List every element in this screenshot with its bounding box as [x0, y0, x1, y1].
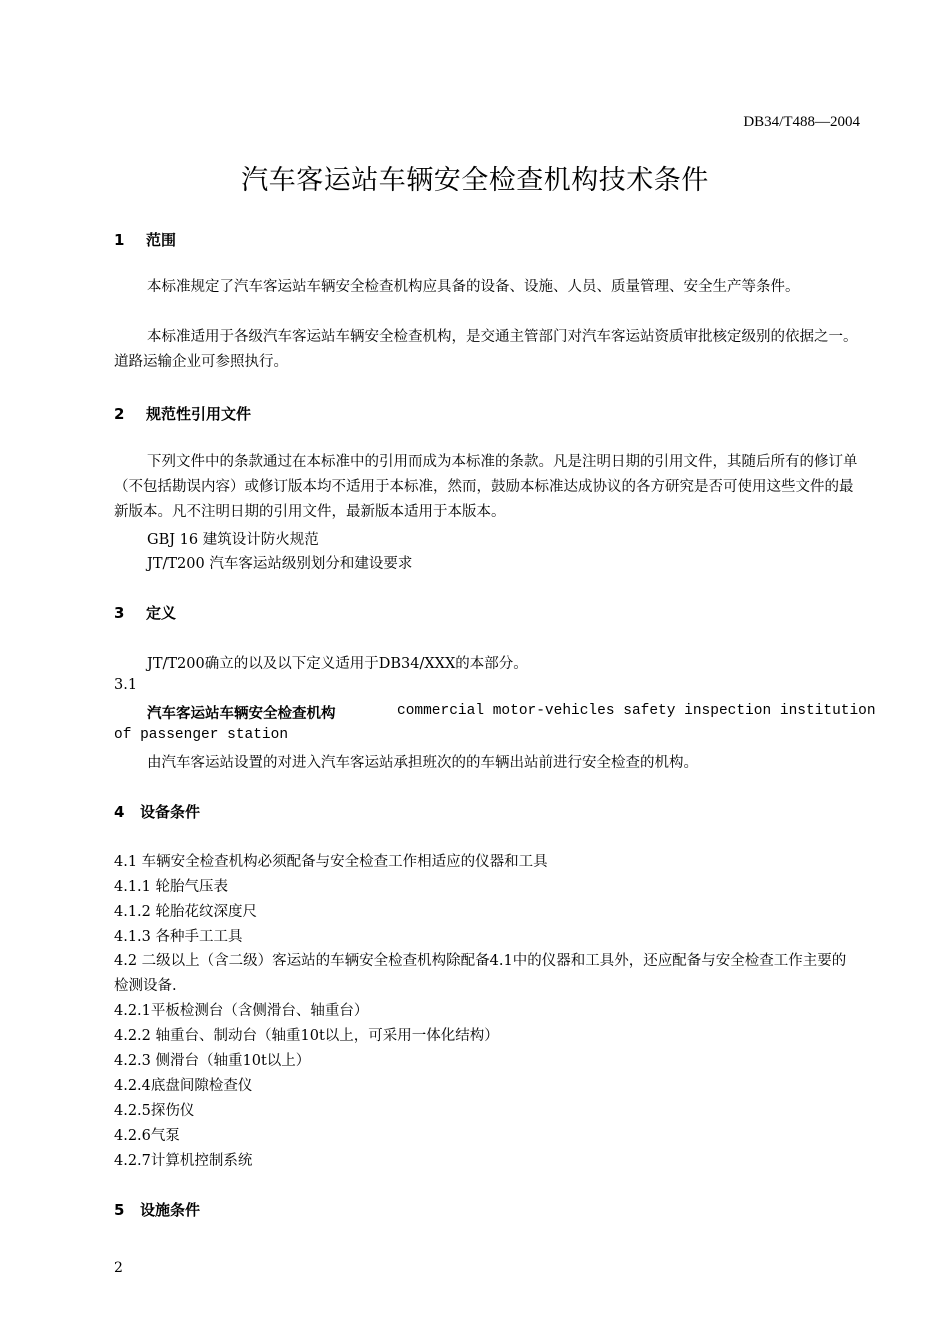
definition-term	[147, 702, 336, 723]
section-title: 设备条件	[140, 803, 201, 821]
term-chinese: 汽车客运站车辆安全检查机构	[147, 706, 336, 722]
section-number: 3	[114, 604, 125, 622]
list-item: 4.2.5探伤仪	[114, 1103, 195, 1119]
paragraph-scope-1: 本标准规定了汽车客运站车辆安全检查机构应具备的设备、设施、人员、质量管理、安全生产等条件。	[147, 279, 800, 295]
definition-number: 3.1	[114, 677, 138, 693]
paragraph-definition-intro: JT/T200确立的以及以下定义适用于DB34/XXX的本部分。	[147, 656, 528, 672]
list-item: 4.2.6气泵	[114, 1128, 180, 1144]
paragraph-references: 下列文件中的条款通过在本标准中的引用而成为本标准的条款。凡是注明日期的引用文件，其随后所有的修订单（不包括勘误内容）或修订版本均不适用于本标准，然而，鼓励本标准达成协议的各方研究是否可使用这些文件的最新版本。凡不注明日期的引用文件，最新版本适用于本版本。	[114, 454, 858, 520]
page-title: 汽车客运站车辆安全检查机构技术条件	[241, 165, 709, 196]
list-item: 4.1.1 轮胎气压表	[114, 879, 229, 895]
list-item-4-2: 4.2 二级以上（含二级）客运站的车辆安全检查机构除配备4.1中的仪器和工具外，还应配备与安全检查工作主要的检测设备.	[114, 953, 847, 994]
section-title: 规范性引用文件	[146, 405, 252, 423]
definition-text: 由汽车客运站设置的对进入汽车客运站承担班次的的车辆出站前进行安全检查的机构。	[147, 755, 698, 771]
list-item: 4.1.3 各种手工工具	[114, 929, 243, 945]
list-item: 4.2.3 侧滑台（轴重10t以上）	[114, 1053, 311, 1069]
section-title: 定义	[146, 604, 177, 622]
section-heading-5	[114, 1199, 200, 1220]
reference-item: GBJ 16 建筑设计防火规范	[147, 532, 319, 548]
reference-item: JT/T200 汽车客运站级别划分和建设要求	[147, 556, 413, 572]
list-item: 4.2.7计算机控制系统	[114, 1153, 253, 1169]
section-title: 范围	[146, 231, 177, 249]
list-item: 4.1.2 轮胎花纹深度尺	[114, 904, 258, 920]
list-item: 4.1 车辆安全检查机构必须配备与安全检查工作相适应的仪器和工具	[114, 854, 548, 870]
section-heading-2	[114, 403, 251, 424]
term-english-cont: of passenger station	[114, 727, 289, 743]
section-heading-3	[114, 602, 176, 623]
section-title: 设施条件	[140, 1201, 201, 1219]
section-number: 1	[114, 231, 125, 249]
page-number: 2	[114, 1260, 123, 1276]
section-heading-4	[114, 801, 200, 822]
section-number: 2	[114, 405, 125, 423]
list-item: 4.2.4底盘间隙检查仪	[114, 1078, 253, 1094]
section-number: 5	[114, 1201, 125, 1219]
section-number: 4	[114, 803, 125, 821]
list-item: 4.2.2 轴重台、制动台（轴重10t以上，可采用一体化结构）	[114, 1028, 499, 1044]
paragraph-scope-2: 本标准适用于各级汽车客运站车辆安全检查机构，是交通主管部门对汽车客运站资质审批核定级别的依据之一。道路运输企业可参照执行。	[114, 329, 858, 370]
list-item: 4.2.1平板检测台（含侧滑台、轴重台）	[114, 1003, 369, 1019]
document-number: DB34/T488—2004	[743, 114, 860, 130]
term-english: commercial motor-vehicles safety inspection institution	[397, 703, 876, 719]
section-heading-1	[114, 229, 176, 250]
